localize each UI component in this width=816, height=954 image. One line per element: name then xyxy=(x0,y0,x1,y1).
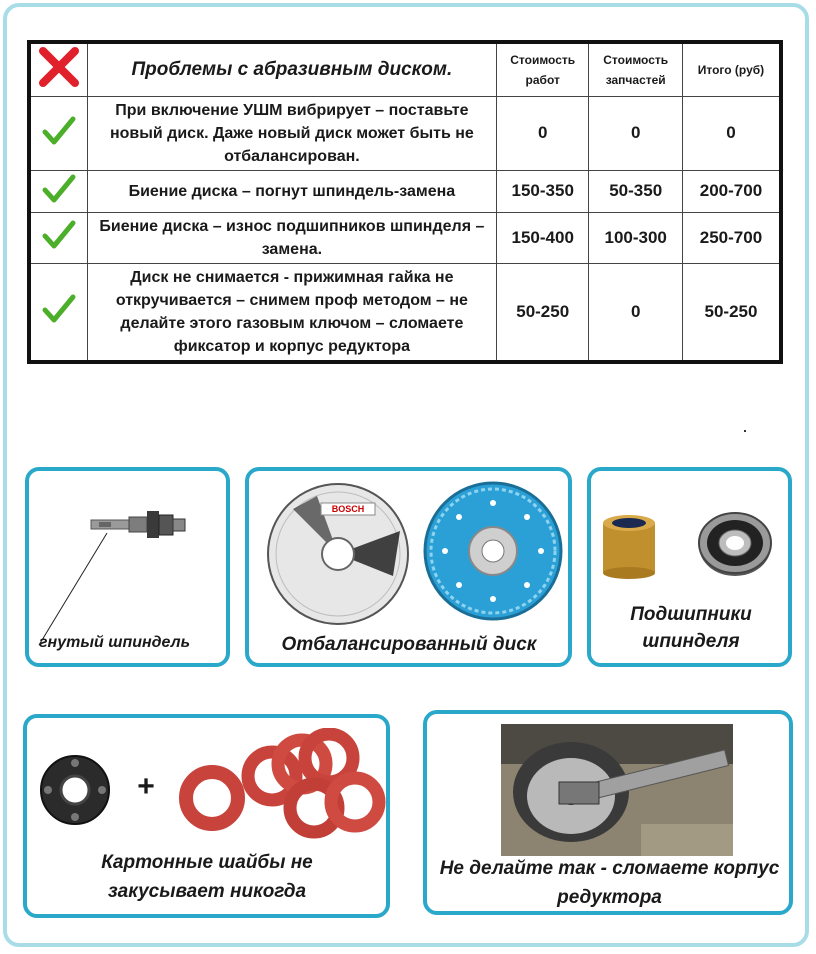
check-icon xyxy=(42,219,76,251)
header-icon-cell xyxy=(29,42,87,96)
table-row xyxy=(29,170,781,212)
row-parts-cost: 0 xyxy=(589,96,682,170)
table-header-row xyxy=(29,42,781,96)
row-description: Диск не снимается - прижимная гайка не откручивается – снимем проф методом – не делайте этого газовым ключом – сломаете фиксатор и корпус редуктора xyxy=(87,263,496,362)
table-row xyxy=(29,96,781,170)
washers-caption: Картонные шайбы не закусывает никогда xyxy=(101,852,313,902)
check-icon xyxy=(42,115,76,147)
row-work-cost: 50-250 xyxy=(496,263,588,362)
clamp-nut-image xyxy=(39,754,111,826)
wrench-card xyxy=(423,710,793,915)
cutting-disc-image xyxy=(265,481,411,627)
pricing-table xyxy=(27,40,783,364)
row-work-cost: 150-400 xyxy=(496,212,588,263)
row-parts-cost: 50-350 xyxy=(589,170,682,212)
row-work-cost: 0 xyxy=(496,96,588,170)
row-icon-cell xyxy=(29,263,87,362)
ball-bearing-image xyxy=(695,509,775,579)
stray-dot xyxy=(744,430,746,432)
wrench-caption: Не делайте так - сломаете корпус редуктора xyxy=(439,858,780,908)
table-title: Проблемы с абразивным диском. xyxy=(87,42,496,96)
plus-sign: + xyxy=(137,770,155,803)
disc-card xyxy=(245,467,572,667)
washers-image xyxy=(177,728,387,848)
header-work-cost: Стоимость работ xyxy=(496,42,588,96)
header-total: Итого (руб) xyxy=(682,42,781,96)
table-row xyxy=(29,263,781,362)
row-description: Биение диска – износ подшипников шпинделя – замена. xyxy=(87,212,496,263)
disc-caption: Отбалансированный диск xyxy=(281,634,537,655)
row-description: Биение диска – погнут шпиндель-замена xyxy=(87,170,496,212)
check-icon xyxy=(42,173,76,205)
row-parts-cost: 0 xyxy=(589,263,682,362)
spindle-card xyxy=(25,467,230,667)
row-icon-cell xyxy=(29,96,87,170)
row-icon-cell xyxy=(29,212,87,263)
bushing-image xyxy=(599,511,659,581)
row-total: 50-250 xyxy=(682,263,781,362)
header-parts-cost: Стоимость запчастей xyxy=(589,42,682,96)
washers-card xyxy=(23,714,390,918)
row-total: 250-700 xyxy=(682,212,781,263)
disc-brand-label: BOSCH xyxy=(331,504,365,514)
bearings-caption: Подшипники шпинделя xyxy=(630,604,752,652)
cross-icon xyxy=(37,47,81,87)
table-row xyxy=(29,212,781,263)
wrench-photo xyxy=(501,724,733,856)
row-description: При включение УШМ вибрирует – поставьте новый диск. Даже новый диск может быть не отбалансирован. xyxy=(87,96,496,170)
row-total: 0 xyxy=(682,96,781,170)
row-parts-cost: 100-300 xyxy=(589,212,682,263)
bearings-card xyxy=(587,467,792,667)
diamond-disc-image xyxy=(423,481,563,621)
row-work-cost: 150-350 xyxy=(496,170,588,212)
spindle-caption: гнутый шпиндель xyxy=(39,634,191,651)
row-total: 200-700 xyxy=(682,170,781,212)
pointer-line xyxy=(33,531,133,651)
check-icon xyxy=(42,293,76,325)
row-icon-cell xyxy=(29,170,87,212)
